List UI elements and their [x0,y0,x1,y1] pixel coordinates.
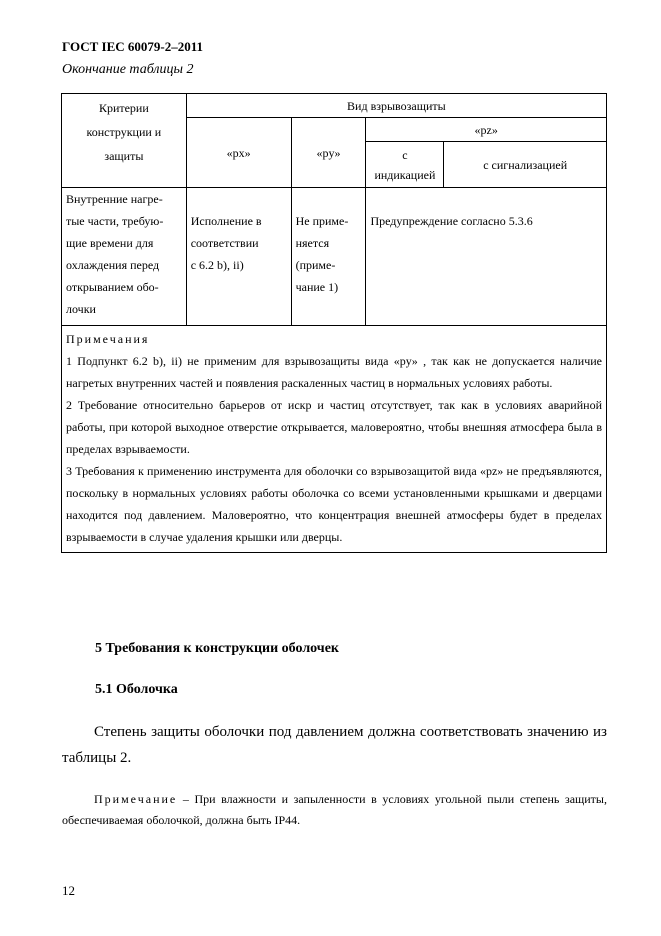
row-py [291,188,366,326]
table-notes [62,326,607,553]
section-5-title: 5 Требования к конструкции оболочек [95,641,339,656]
header-pz-alarm: с сигнализацией [444,142,607,188]
header-criteria-line: Критерии [98,101,149,115]
note-1: 1 Подпункт 6.2 b), ii) не применим для взрывозащиты вида «py» , так как не допускается наличие нагретых внутренних частей и появления раскаленных частиц в нормальных условиях работы. [66,354,602,390]
table-2-continued [61,93,607,553]
row-py-line: Не приме- [295,214,349,228]
row-pz [366,188,607,326]
header-criteria-line: конструкции и [86,125,162,139]
row-py-line: (приме- [295,258,336,272]
notes-title: Примечания [66,332,150,346]
header-criteria [62,94,187,188]
row-criteria-line: охлаждения перед [66,258,160,272]
row-px-line: с 6.2 b), ii) [190,258,244,272]
row-px [186,188,291,326]
row-criteria-line: лочки [66,302,96,316]
section-5-1-note [62,789,607,831]
header-pz-indication-line: с [402,147,408,162]
header-pz-indication [366,142,444,188]
row-criteria-line: щие времени для [66,236,154,250]
page-number: 12 [62,883,75,898]
note-text: – При влажности и запыленности в условиях угольной пыли степень защиты, обеспечиваемая оболочкой, должна быть IP44. [62,792,607,827]
table-caption: Окончание таблицы 2 [62,62,194,77]
row-py-line: няется [295,236,330,250]
header-pz: «pz» [366,118,607,142]
note-label: Примечание [94,792,178,806]
note-3: 3 Требования к применению инструмента для оболочки со взрывозащитой вида «pz» не предъявляются, поскольку в нормальных условиях работы оболочка со всеми установленными крышками и дверцами находится под давлением. Маловероятно, что концентрация внешней атмосферы будет в пределах взрываемости в случае удаления крышки или дверцы. [66,464,602,544]
row-criteria-line: тые части, требую- [66,214,164,228]
section-5-1-paragraph: Степень защиты оболочки под давлением должна соответствовать значению из таблицы 2. [62,724,607,766]
row-criteria-line: Внутренние нагре- [66,192,163,206]
row-criteria-line: открыванием обо- [66,280,159,294]
row-pz-text: Предупреждение согласно 5.3.6 [370,214,533,228]
row-py-line: чание 1) [295,280,339,294]
header-px: «px» [186,118,291,188]
header-protection-type: Вид взрывозащиты [186,94,606,118]
header-pz-indication-line: индикацией [374,167,436,182]
document-id: ГОСТ IEC 60079-2–2011 [62,39,204,54]
section-5-1-title: 5.1 Оболочка [95,682,178,697]
note-2: 2 Требование относительно барьеров от искр и частиц отсутствует, так как в условиях аварийной работы, при которой выходное отверстие открывается, маловероятно, чтобы внешняя атмосфера была в пределах взрываемости. [66,398,602,456]
header-criteria-line: защиты [104,149,144,163]
row-px-line: соответствии [190,236,259,250]
row-criteria [62,188,187,326]
header-py: «py» [291,118,366,188]
row-px-line: Исполнение в [190,214,262,228]
